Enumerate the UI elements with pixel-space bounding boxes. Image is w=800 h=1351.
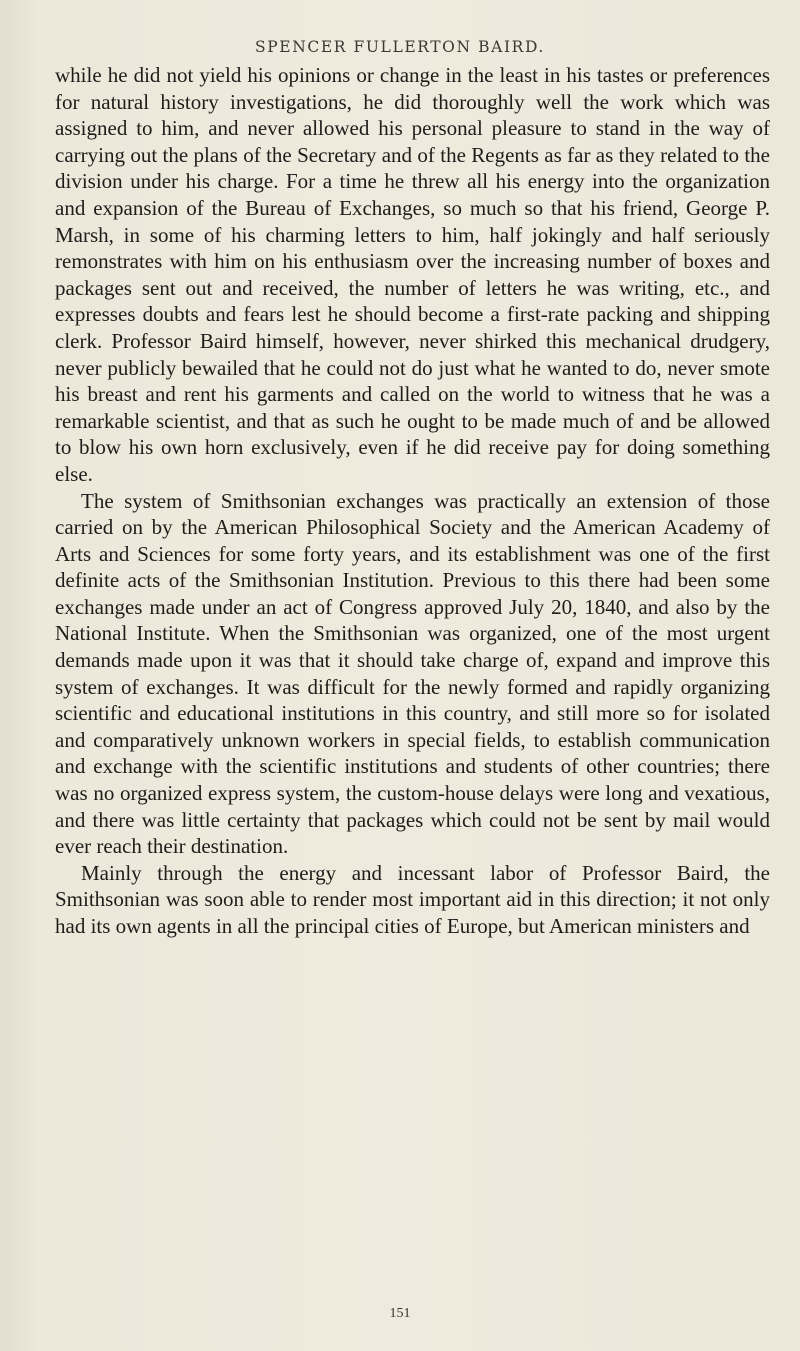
paragraph-continued: while he did not yield his opinions or change in the least in his tastes or preferences for natural history investigations, he did thoroughly well the work which was assigned to him, and never allowed his personal pleasure to stand in the way of carrying out the plans of the Secretary and of the Regents as far as they related to the division under his charge. For a time he threw all his energy into the organization and expansion of the Bureau of Exchanges, so much so that his friend, George P. Marsh, in some of his charming letters to him, half jokingly and half seriously remonstrates with him on his enthusiasm over the increasing number of boxes and packages sent out and received, the number of letters he was writing, etc., and expresses doubts and fears lest he should become a first-rate packing and shipping clerk. Professor Baird himself, however, never shirked this mechanical drudgery, never publicly bewailed that he could not do just what he wanted to do, never smote his breast and rent his garments and called on the world to witness that he was a remarkable scientist, and that as such he ought to be made much of and be allowed to blow his own horn exclusively, even if he did receive pay for doing something else.	[55, 63, 770, 486]
body-text	[55, 62, 770, 940]
paragraph-baird-energy: Mainly through the energy and incessant labor of Professor Baird, the Smithsonian was soon able to render most important aid in this direction; it not only had its own agents in all the principal cities of Europe, but American ministers and	[55, 860, 770, 938]
page-number: 151	[389, 1306, 411, 1321]
running-header: SPENCER FULLERTON BAIRD.	[255, 38, 545, 56]
paragraph-smithsonian-exchanges: The system of Smithsonian exchanges was practically an extension of those carried on by the American Philosophical Society and the American Academy of Arts and Sciences for some forty years, and its establishment was one of the first definite acts of the Smithsonian Institution. Previous to this there had been some exchanges made under an act of Congress approved July 20, 1840, and also by the National Institute. When the Smithsonian was organized, one of the most urgent demands made upon it was that it should take charge of, expand and improve this system of exchanges. It was difficult for the newly formed and rapidly organizing scientific and educational institutions in this country, and still more so for isolated and comparatively unknown workers in special fields, to establish communication and exchange with the scientific institutions and students of other countries; there was no organized express system, the custom-house delays were long and vexatious, and there was little certainty that packages which could not be sent by mail would ever reach their destination.	[55, 488, 770, 859]
